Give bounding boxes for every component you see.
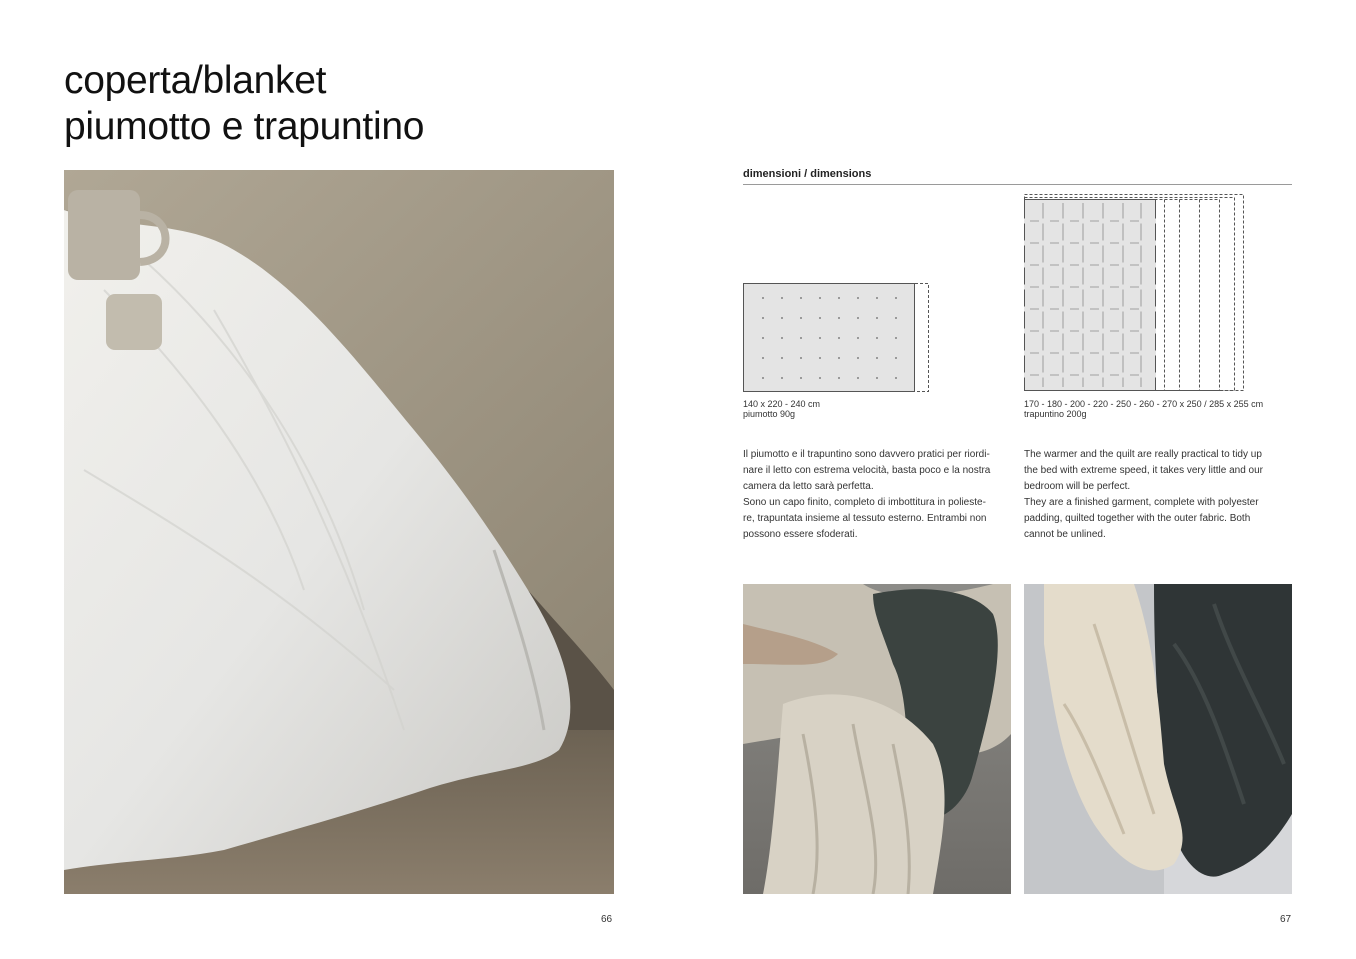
trapuntino-caption — [1024, 399, 1263, 419]
dimensions-divider — [743, 184, 1292, 185]
text-line: Sono un capo finito, completo di imbottitura in polieste- — [743, 497, 986, 508]
photo-cream-and-dark-quilts — [1024, 584, 1292, 894]
page-number-right: 67 — [1280, 914, 1292, 925]
page-title — [64, 58, 424, 150]
text-line: the bed with extreme speed, it takes very little and our — [1024, 465, 1264, 476]
piumotto-name: piumotto 90g — [743, 409, 796, 419]
piumotto-caption — [743, 399, 820, 419]
text-line: camera da letto sarà perfetta. — [743, 481, 874, 492]
trapuntino-sizes: 170 - 180 - 200 - 220 - 250 - 260 - 270 x 250 / 285 x 255 cm — [1024, 399, 1264, 409]
title-line-2: piumotto e trapuntino — [64, 105, 425, 148]
dimensions-label: dimensioni / dimensions — [743, 168, 872, 180]
text-line: Il piumotto e il trapuntino sono davvero pratici per riordi- — [743, 449, 990, 460]
trapuntino-name: trapuntino 200g — [1024, 409, 1087, 419]
title-line-1: coperta/blanket — [64, 59, 327, 102]
description-italian — [743, 447, 1011, 543]
piumotto-sizes: 140 x 220 - 240 cm — [743, 399, 821, 409]
piumotto-size-diagram — [743, 282, 933, 394]
text-line: cannot be unlined. — [1024, 529, 1106, 540]
text-line: possono essere sfoderati. — [743, 529, 858, 540]
text-line: padding, quilted together with the outer fabric. Both — [1024, 513, 1251, 524]
page-number-left: 66 — [601, 914, 613, 925]
text-line: bedroom will be perfect. — [1024, 481, 1131, 492]
text-line: re, trapuntata insieme al tessuto esterno. Entrambi non — [743, 513, 987, 524]
text-line: The warmer and the quilt are really practical to tidy up — [1024, 449, 1262, 460]
description-english — [1024, 447, 1292, 543]
photo-person-holding-quilts — [743, 584, 1011, 894]
text-line: nare il letto con estrema velocità, basta poco e la nostra — [743, 465, 991, 476]
text-line: They are a finished garment, complete with polyester — [1024, 497, 1259, 508]
photo-bedding-main — [64, 170, 614, 894]
trapuntino-size-diagram — [1024, 193, 1248, 393]
